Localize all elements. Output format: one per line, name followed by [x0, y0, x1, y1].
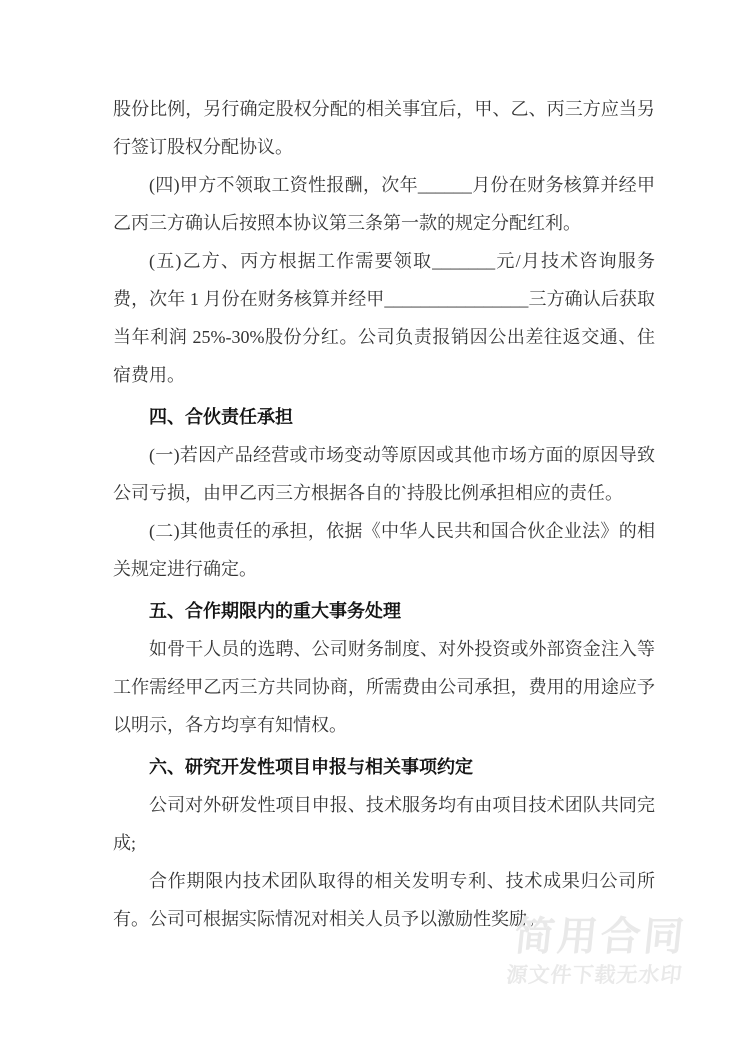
paragraph: (四)甲方不领取工资性报酬，次年______月份在财务核算并经甲乙丙三方确认后按照本协议第三条第一款的规定分配红利。: [113, 175, 655, 233]
paragraph: 公司对外研发性项目申报、技术服务均有由项目技术团队共同完成;: [113, 795, 655, 853]
paragraph: (五)乙方、丙方根据工作需要领取_______元/月技术咨询服务费，次年 1 月份在财务核算并经甲________________三方确认后获取当年利润 25%-30%股份分红。公司负责报销因公出差往返交通、住宿费用。: [113, 251, 655, 385]
watermark-subtitle: 源文件下载无水印: [505, 964, 684, 987]
paragraph: (二)其他责任的承担，依据《中华人民共和国合伙企业法》的相关规定进行确定。: [113, 521, 655, 579]
paragraph: 合作期限内技术团队取得的相关发明专利、技术成果归公司所有。公司可根据实际情况对相关人员予以激励性奖励。: [113, 871, 655, 929]
section-heading: 四、合伙责任承担: [149, 407, 293, 427]
paragraph: (一)若因产品经营或市场变动等原因或其他市场方面的原因导致公司亏损，由甲乙丙三方根据各自的`持股比例承担相应的责任。: [113, 445, 655, 503]
watermark-title: 简用合同: [512, 915, 689, 959]
section-heading: 五、合作期限内的重大事务处理: [149, 601, 401, 621]
paragraph: 如骨干人员的选聘、公司财务制度、对外投资或外部资金注入等工作需经甲乙丙三方共同协商，所需费由公司承担，费用的用途应予以明示，各方均享有知情权。: [113, 639, 655, 735]
paragraph: 股份比例，另行确定股权分配的相关事宜后，甲、乙、丙三方应当另行签订股权分配协议。: [113, 99, 655, 157]
watermark: [505, 915, 689, 988]
section-heading: 六、研究开发性项目申报与相关事项约定: [149, 757, 473, 777]
document-body: [113, 90, 655, 938]
